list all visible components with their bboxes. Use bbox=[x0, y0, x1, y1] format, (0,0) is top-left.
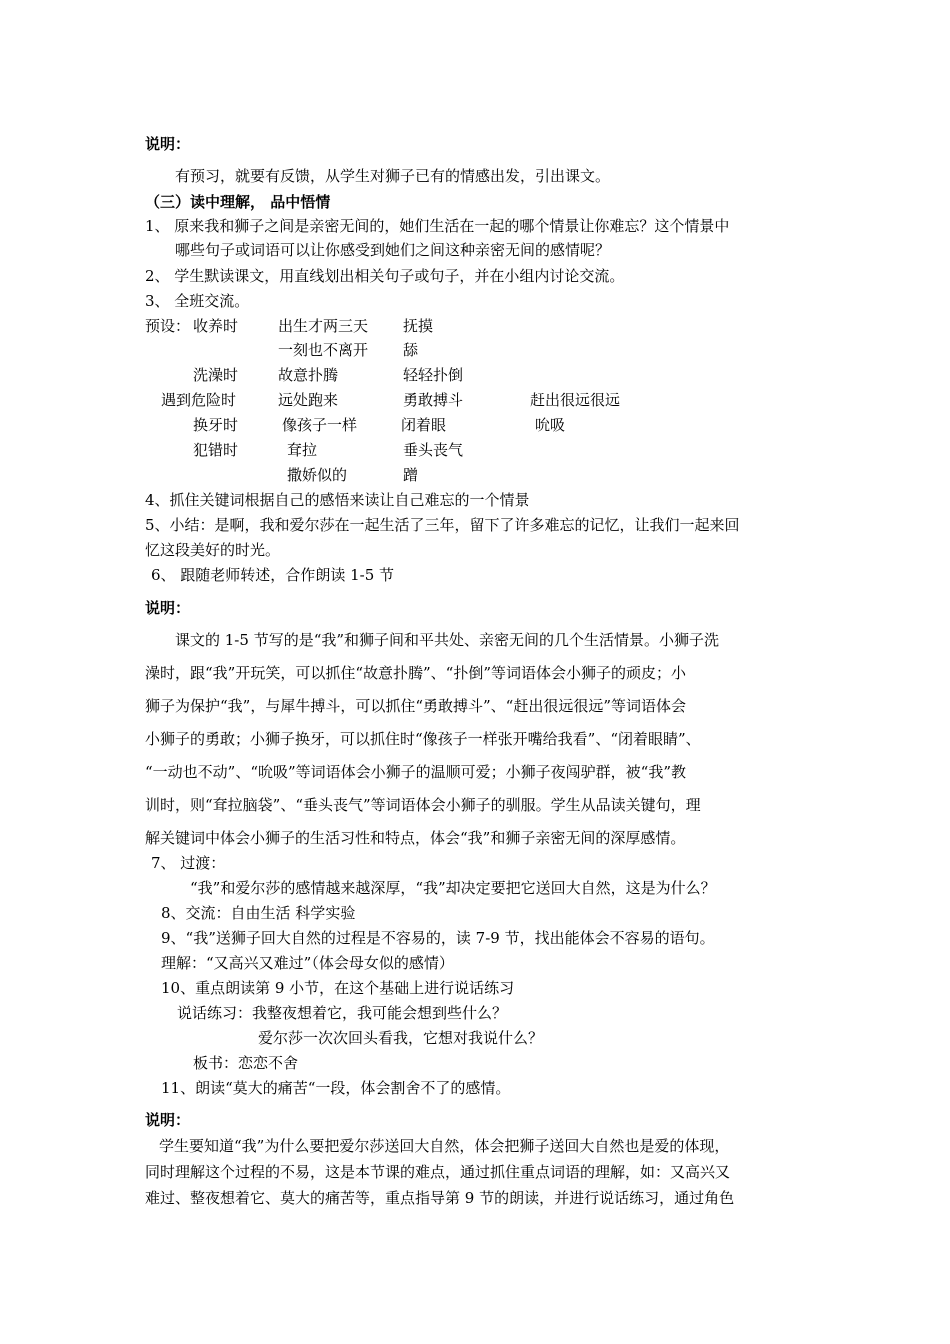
note-label: 说明： bbox=[145, 1111, 191, 1129]
preset-scene: 换牙时 bbox=[193, 416, 239, 434]
preset-word: 垂头丧气 bbox=[403, 441, 464, 459]
preset-word: 吮吸 bbox=[535, 416, 566, 434]
intro-note: 有预习，就要有反馈，从学生对狮子已有的情感出发，引出课文。 bbox=[175, 167, 611, 185]
preset-word: 赶出很远很远 bbox=[530, 391, 621, 409]
preset-word: 舔 bbox=[403, 341, 419, 359]
step-7-text: “我”和爱尔莎的感情越来越深厚，“我”却决定要把它送回大自然，这是为什么？ bbox=[190, 879, 716, 897]
note2-line: 狮子为保护“我”，与犀牛搏斗，可以抓住“勇敢搏斗”、“赶出很远很远”等词语体会 bbox=[145, 697, 687, 715]
board-writing: 板书：恋恋不舍 bbox=[193, 1054, 299, 1072]
preset-word: 远处跑来 bbox=[278, 391, 339, 409]
preset-word: 抚摸 bbox=[403, 317, 434, 335]
step-8: 8、交流：自由生活 科学实验 bbox=[161, 904, 356, 922]
note3-line: 同时理解这个过程的不易，这是本节课的难点，通过抓住重点词语的理解，如：又高兴又 bbox=[145, 1163, 731, 1181]
preset-word: 出生才两三天 bbox=[278, 317, 369, 335]
preset-scene: 遇到危险时 bbox=[161, 391, 237, 409]
note2-line: 澡时，跟“我”开玩笑，可以抓住“故意扑腾”、“扑倒”等词语体会小狮子的顽皮；小 bbox=[145, 664, 687, 682]
preset-word: 蹭 bbox=[403, 466, 419, 484]
note3-line: 学生要知道“我”为什么要把爱尔莎送回大自然，体会把狮子送回大自然也是爱的体现， bbox=[159, 1137, 730, 1155]
preset-word: 耷拉 bbox=[287, 441, 318, 459]
note2-line: 课文的 1-5 节写的是“我”和狮子间和平共处、亲密无间的几个生活情景。小狮子洗 bbox=[175, 631, 720, 649]
preset-scene: 犯错时 bbox=[193, 441, 239, 459]
note2-line: 训时，则“耷拉脑袋”、“垂头丧气”等词语体会小狮子的驯服。学生从品读关键句，理 bbox=[145, 796, 701, 814]
note3-line: 难过、整夜想着它、莫大的痛苦等，重点指导第 9 节的朗读，并进行说话练习，通过角色 bbox=[145, 1189, 735, 1207]
preset-scene: 洗澡时 bbox=[193, 366, 239, 384]
note2-line: 解关键词中体会小狮子的生活习性和特点，体会“我”和狮子亲密无间的深厚感情。 bbox=[145, 829, 686, 847]
note2-line: 小狮子的勇敢；小狮子换牙，可以抓住时“像孩子一样张开嘴给我看”、“闭着眼睛”、 bbox=[145, 730, 701, 748]
note2-line: “一动也不动”、“吮吸”等词语体会小狮子的温顺可爱；小狮子夜闯驴群，被“我”教 bbox=[145, 763, 687, 781]
step-6: 6、 跟随老师转述，合作朗读 1-5 节 bbox=[151, 566, 395, 584]
understand-line: 理解：“又高兴又难过”（体会母女似的感情） bbox=[161, 954, 454, 972]
step-9: 9、“我”送狮子回大自然的过程是不容易的，读 7-9 节，找出能体会不容易的语句。 bbox=[161, 929, 715, 947]
step-2: 2、 学生默读课文，用直线划出相关句子或句子，并在小组内讨论交流。 bbox=[145, 267, 625, 285]
preset-scene: 收养时 bbox=[193, 317, 239, 335]
step-5-line1: 5、小结：是啊，我和爱尔莎在一起生活了三年，留下了许多难忘的记忆，让我们一起来回 bbox=[145, 516, 740, 534]
section3-title: （三）读中理解， 品中悟情 bbox=[145, 193, 331, 211]
step-1-line2: 哪些句子或词语可以让你感受到她们之间这种亲密无间的感情呢？ bbox=[175, 241, 611, 259]
speak-practice-1: 说话练习：我整夜想着它，我可能会想到些什么？ bbox=[177, 1004, 508, 1022]
step-10: 10、重点朗读第 9 小节，在这个基础上进行说话练习 bbox=[161, 979, 515, 997]
step-1-line1: 1、 原来我和狮子之间是亲密无间的，她们生活在一起的哪个情景让你难忘？这个情景中 bbox=[145, 217, 730, 235]
preset-label: 预设： bbox=[145, 317, 191, 335]
preset-word: 轻轻扑倒 bbox=[403, 366, 464, 384]
speak-practice-2: 爱尔莎一次次回头看我，它想对我说什么？ bbox=[258, 1029, 544, 1047]
step-11: 11、朗读“莫大的痛苦“一段，体会割舍不了的感情。 bbox=[161, 1079, 511, 1097]
preset-word: 像孩子一样 bbox=[282, 416, 358, 434]
preset-word: 勇敢搏斗 bbox=[403, 391, 464, 409]
step-5-line2: 忆这段美好的时光。 bbox=[145, 541, 281, 559]
note-label: 说明： bbox=[145, 135, 191, 153]
preset-word: 故意扑腾 bbox=[278, 366, 339, 384]
step-4: 4、抓住关键词根据自己的感悟来读让自己难忘的一个情景 bbox=[145, 491, 530, 509]
preset-word: 闭着眼 bbox=[401, 416, 447, 434]
note-label: 说明： bbox=[145, 599, 191, 617]
preset-word: 撒娇似的 bbox=[287, 466, 348, 484]
preset-word: 一刻也不离开 bbox=[278, 341, 369, 359]
step-3: 3、 全班交流。 bbox=[145, 292, 250, 310]
step-7: 7、 过渡： bbox=[151, 854, 226, 872]
